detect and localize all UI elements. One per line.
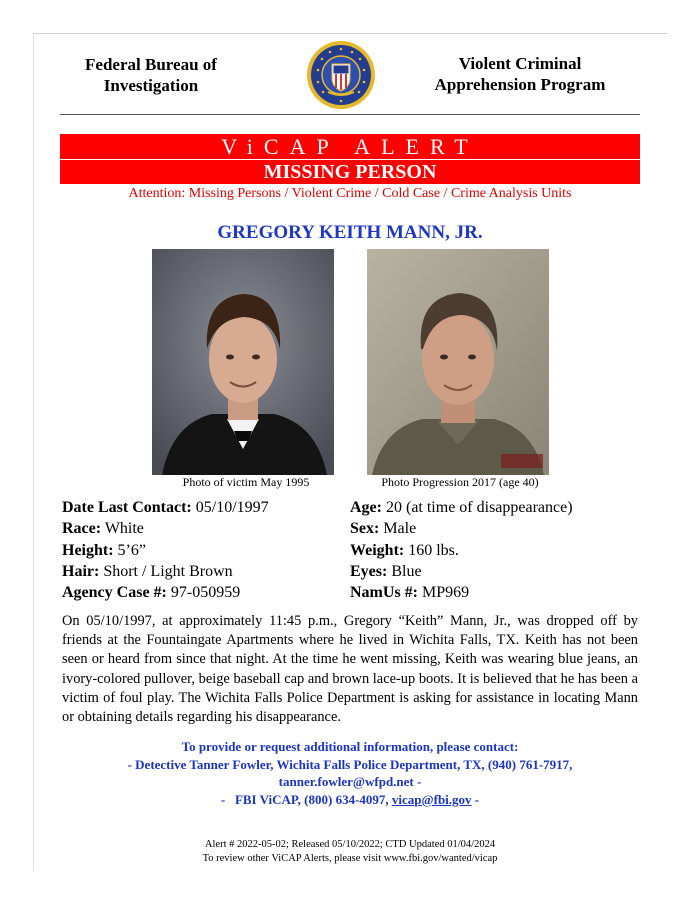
contact-block [60, 738, 640, 808]
detail-agency-case: Agency Case #: 97-050959 [62, 584, 241, 601]
photo-caption-1995: Photo of victim May 1995 [182, 475, 310, 489]
org-right-title: Violent Criminal Apprehension Program [434, 54, 606, 94]
detail-race: Race: White [62, 520, 144, 537]
detail-age: Age: 20 (at time of disappearance) [350, 499, 573, 516]
detail-eyes: Eyes: Blue [350, 563, 422, 580]
detail-date-last-contact: Date Last Contact: 05/10/1997 [62, 499, 269, 516]
contact-fbi-vicap: - FBI ViCAP, (800) 634-4097, vicap@fbi.gov - [220, 791, 480, 807]
contact-detective-email[interactable]: tanner.fowler@wfpd.net - [278, 774, 422, 789]
org-left-title: Federal Bureau of Investigation [85, 55, 217, 95]
age-progression-photo-2017 [367, 249, 549, 475]
alert-subtitle-banner: MISSING PERSON [60, 160, 640, 184]
fbi-seal-icon [306, 40, 376, 110]
alert-title-banner: ViCAP ALERT [60, 134, 640, 159]
vicap-email-link[interactable]: vicap@fbi.gov [391, 791, 472, 807]
detail-sex: Sex: Male [350, 520, 417, 537]
footer [60, 838, 640, 866]
case-narrative: On 05/10/1997, at approximately 11:45 p.m., Gregory “Keith” Mann, Jr., was dropped off by friends at the Fountaingate Apartments where he lived in Wichita Falls, TX. Keith has not been seen or heard from since that night. At the time he went missing, Keith was wearing blue jeans, an ivory-colored pullover, beige baseball cap and brown lace-up boots. It is believed that he has been a victim of foul play. The Wichita Falls Police Department is asking for assistance in locating Mann or obtaining details regarding his disappearance. [62, 613, 638, 726]
footer-alert-info: Alert # 2022-05-02; Released 05/10/2022; CTD Updated 01/04/2024 [204, 839, 496, 850]
photo-caption-2017: Photo Progression 2017 (age 40) [381, 475, 539, 489]
detail-hair: Hair: Short / Light Brown [62, 563, 233, 580]
detail-weight: Weight: 160 lbs. [350, 542, 459, 559]
contact-detective: - Detective Tanner Fowler, Wichita Falls Police Department, TX, (940) 761-7917, [127, 756, 573, 772]
header-divider [60, 114, 640, 115]
detail-height: Height: 5’6” [62, 542, 146, 559]
contact-intro: To provide or request additional information, please contact: [181, 739, 519, 754]
attention-line: Attention: Missing Persons / Violent Crime / Cold Case / Crime Analysis Units [128, 186, 572, 201]
victim-photo-1995 [152, 249, 334, 475]
footer-visit-link[interactable]: To review other ViCAP Alerts, please visit www.fbi.gov/wanted/vicap [202, 853, 498, 864]
detail-namus: NamUs #: MP969 [350, 584, 470, 601]
subject-name: GREGORY KEITH MANN, JR. [217, 222, 483, 243]
